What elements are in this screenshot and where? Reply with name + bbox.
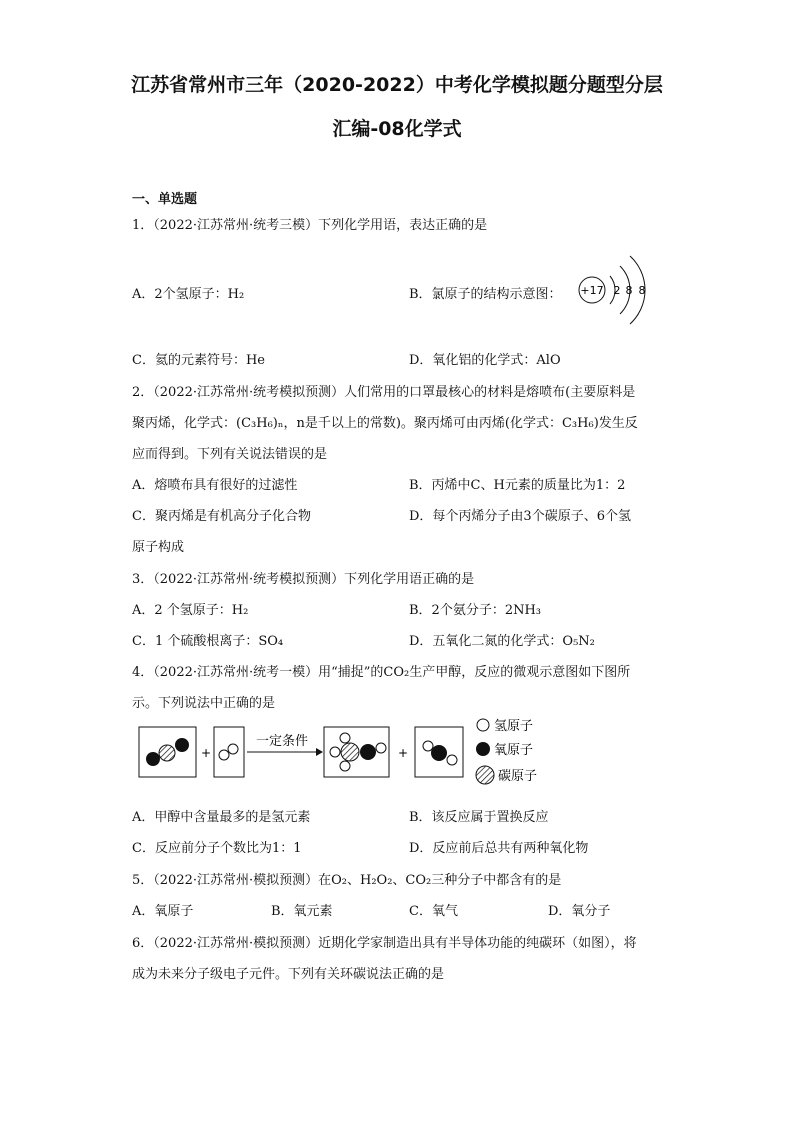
shell-3-count: 8 bbox=[638, 284, 646, 297]
q1-option-b: B．氯原子的结构示意图： bbox=[409, 287, 562, 302]
q5-stem: 5．（2022·江苏常州·模拟预测）在O₂、H₂O₂、CO₂三种分子中都含有的是 bbox=[132, 873, 562, 888]
q2-stem-line2: 聚丙烯，化学式：(C₃H₆)ₙ，n是千以上的常数)。聚丙烯可由丙烯(化学式：C₃H₆)发生反 bbox=[132, 416, 638, 431]
q3-option-a: A．2 个氢原子：H₂ bbox=[132, 603, 249, 618]
legend-hydrogen: 氢原子 bbox=[494, 719, 534, 734]
legend-oxygen: 氧原子 bbox=[494, 743, 534, 758]
shell-1-count: 2 bbox=[613, 284, 621, 297]
q4-option-c: C．反应前分子个数比为1：1 bbox=[132, 841, 302, 856]
q6-stem-line2: 成为未来分子级电子元件。下列有关环碳说法正确的是 bbox=[132, 967, 445, 982]
q4-option-a: A．甲醇中含量最多的是氢元素 bbox=[132, 810, 311, 825]
shell-2-count: 8 bbox=[625, 284, 633, 297]
q2-option-c: C．聚丙烯是有机高分子化合物 bbox=[132, 509, 311, 524]
plus-sign-1: + bbox=[200, 746, 212, 760]
q2-option-d-line1: D．每个丙烯分子由3个碳原子、6个氢 bbox=[409, 509, 631, 524]
q4-stem-line2: 示。下列说法中正确的是 bbox=[132, 696, 276, 711]
nucleus-charge: +17 bbox=[580, 284, 604, 297]
q1-option-c: C．氦的元素符号：He bbox=[132, 353, 265, 368]
q3-option-d: D．五氧化二氮的化学式：O₅N₂ bbox=[409, 634, 595, 649]
q4-option-b: B．该反应属于置换反应 bbox=[409, 810, 549, 825]
q2-option-b: B．丙烯中C、H元素的质量比为1：2 bbox=[409, 478, 626, 493]
arrow-condition-label: 一定条件 bbox=[255, 734, 309, 749]
q1-option-d: D．氧化铝的化学式：AlO bbox=[409, 353, 561, 368]
reaction-micro-diagram bbox=[132, 712, 552, 794]
q6-stem-line1: 6．（2022·江苏常州·模拟预测）近期化学家制造出具有半导体功能的纯碳环（如图），将 bbox=[132, 936, 637, 951]
q5-option-c: C．氧气 bbox=[409, 904, 458, 919]
q3-option-b: B．2个氨分子：2NH₃ bbox=[409, 603, 542, 618]
q4-option-d: D．反应前后总共有两种氧化物 bbox=[409, 841, 589, 856]
plus-sign-2: + bbox=[397, 746, 409, 760]
q5-option-b: B．氧元素 bbox=[271, 904, 333, 919]
q1-stem: 1．（2022·江苏常州·统考三模）下列化学用语，表达正确的是 bbox=[132, 218, 488, 233]
section-heading: 一、单选题 bbox=[132, 192, 198, 207]
q2-option-d-line2: 原子构成 bbox=[132, 540, 185, 555]
q5-option-d: D．氧分子 bbox=[548, 904, 611, 919]
q2-option-a: A．熔喷布具有很好的过滤性 bbox=[132, 478, 298, 493]
q1-option-a: A．2个氢原子：H₂ bbox=[132, 287, 245, 302]
q4-stem-line1: 4．（2022·江苏常州·统考一模）用“捕捉”的CO₂生产甲醇，反应的微观示意图如下图所 bbox=[132, 665, 631, 680]
q5-option-a: A．氧原子 bbox=[132, 904, 194, 919]
q3-option-c: C．1 个硫酸根离子：SO₄ bbox=[132, 634, 284, 649]
page-title-line2: 汇编-08化学式 bbox=[332, 118, 462, 140]
q2-stem-line1: 2．（2022·江苏常州·统考模拟预测）人们常用的口罩最核心的材料是熔喷布(主要原料是 bbox=[132, 385, 636, 400]
q3-stem: 3．（2022·江苏常州·统考模拟预测）下列化学用语正确的是 bbox=[132, 572, 475, 587]
page-title-line1: 江苏省常州市三年（2020-2022）中考化学模拟题分题型分层 bbox=[131, 74, 663, 96]
q2-stem-line3: 应而得到。下列有关说法错误的是 bbox=[132, 447, 328, 462]
atom-structure-diagram bbox=[570, 244, 660, 338]
legend-carbon: 碳原子 bbox=[498, 769, 538, 784]
